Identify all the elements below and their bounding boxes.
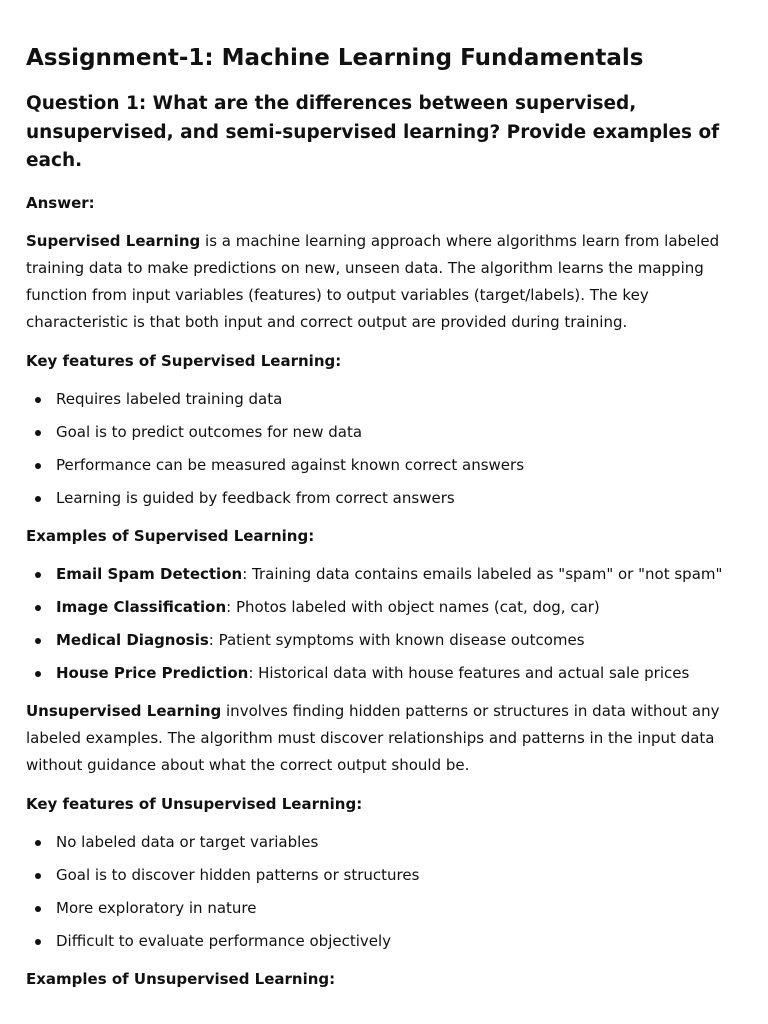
- example-text: : Training data contains emails labeled as "spam" or "not spam": [242, 564, 723, 583]
- list-item: [26, 594, 742, 621]
- question-heading: Question 1: What are the differences between supervised, unsupervised, and semi-supervised learning? Provide examples of each.: [26, 92, 720, 172]
- example-text: : Patient symptoms with known disease outcomes: [208, 630, 585, 649]
- supervised-definition-text: is a machine learning approach where algorithms learn from labeled training data to make predictions on new, unseen data. The algorithm learns the mapping function from input variables (features) to output variables (target/labels). The key characteristic is that both input and correct output are provided during training.: [26, 231, 720, 331]
- example-text: : Historical data with house features and actual sale prices: [248, 663, 690, 682]
- list-item: [26, 660, 742, 687]
- supervised-examples-list: [26, 561, 742, 687]
- list-item: [26, 627, 742, 654]
- document-title: Assignment-1: Machine Learning Fundamentals: [26, 45, 644, 71]
- unsupervised-examples-heading: Examples of Unsupervised Learning:: [26, 969, 336, 988]
- example-term: Image Classification: [56, 597, 227, 616]
- list-item: Goal is to discover hidden patterns or structures: [26, 862, 742, 889]
- supervised-term: Supervised Learning: [26, 231, 201, 250]
- answer-label: Answer:: [26, 193, 95, 212]
- list-item: Goal is to predict outcomes for new data: [26, 419, 742, 446]
- unsupervised-term: Unsupervised Learning: [26, 701, 222, 720]
- list-item: Difficult to evaluate performance objectively: [26, 928, 742, 955]
- list-item: Performance can be measured against known correct answers: [26, 452, 742, 479]
- example-term: Medical Diagnosis: [56, 630, 209, 649]
- supervised-features-heading: Key features of Supervised Learning:: [26, 351, 342, 370]
- list-item: Learning is guided by feedback from correct answers: [26, 485, 742, 512]
- supervised-definition: [26, 228, 742, 336]
- supervised-features-list: [26, 386, 742, 512]
- unsupervised-features-heading: Key features of Unsupervised Learning:: [26, 794, 363, 813]
- list-item: No labeled data or target variables: [26, 829, 742, 856]
- example-term: Email Spam Detection: [56, 564, 243, 583]
- example-term: House Price Prediction: [56, 663, 249, 682]
- list-item: Requires labeled training data: [26, 386, 742, 413]
- unsupervised-definition: [26, 698, 742, 779]
- supervised-examples-heading: Examples of Supervised Learning:: [26, 526, 315, 545]
- unsupervised-features-list: [26, 829, 742, 955]
- list-item: [26, 561, 742, 588]
- list-item: More exploratory in nature: [26, 895, 742, 922]
- unsupervised-definition-text: involves finding hidden patterns or structures in data without any labeled examples. The algorithm must discover relationships and patterns in the input data without guidance about what the correct output should be.: [26, 701, 720, 774]
- example-text: : Photos labeled with object names (cat, dog, car): [226, 597, 600, 616]
